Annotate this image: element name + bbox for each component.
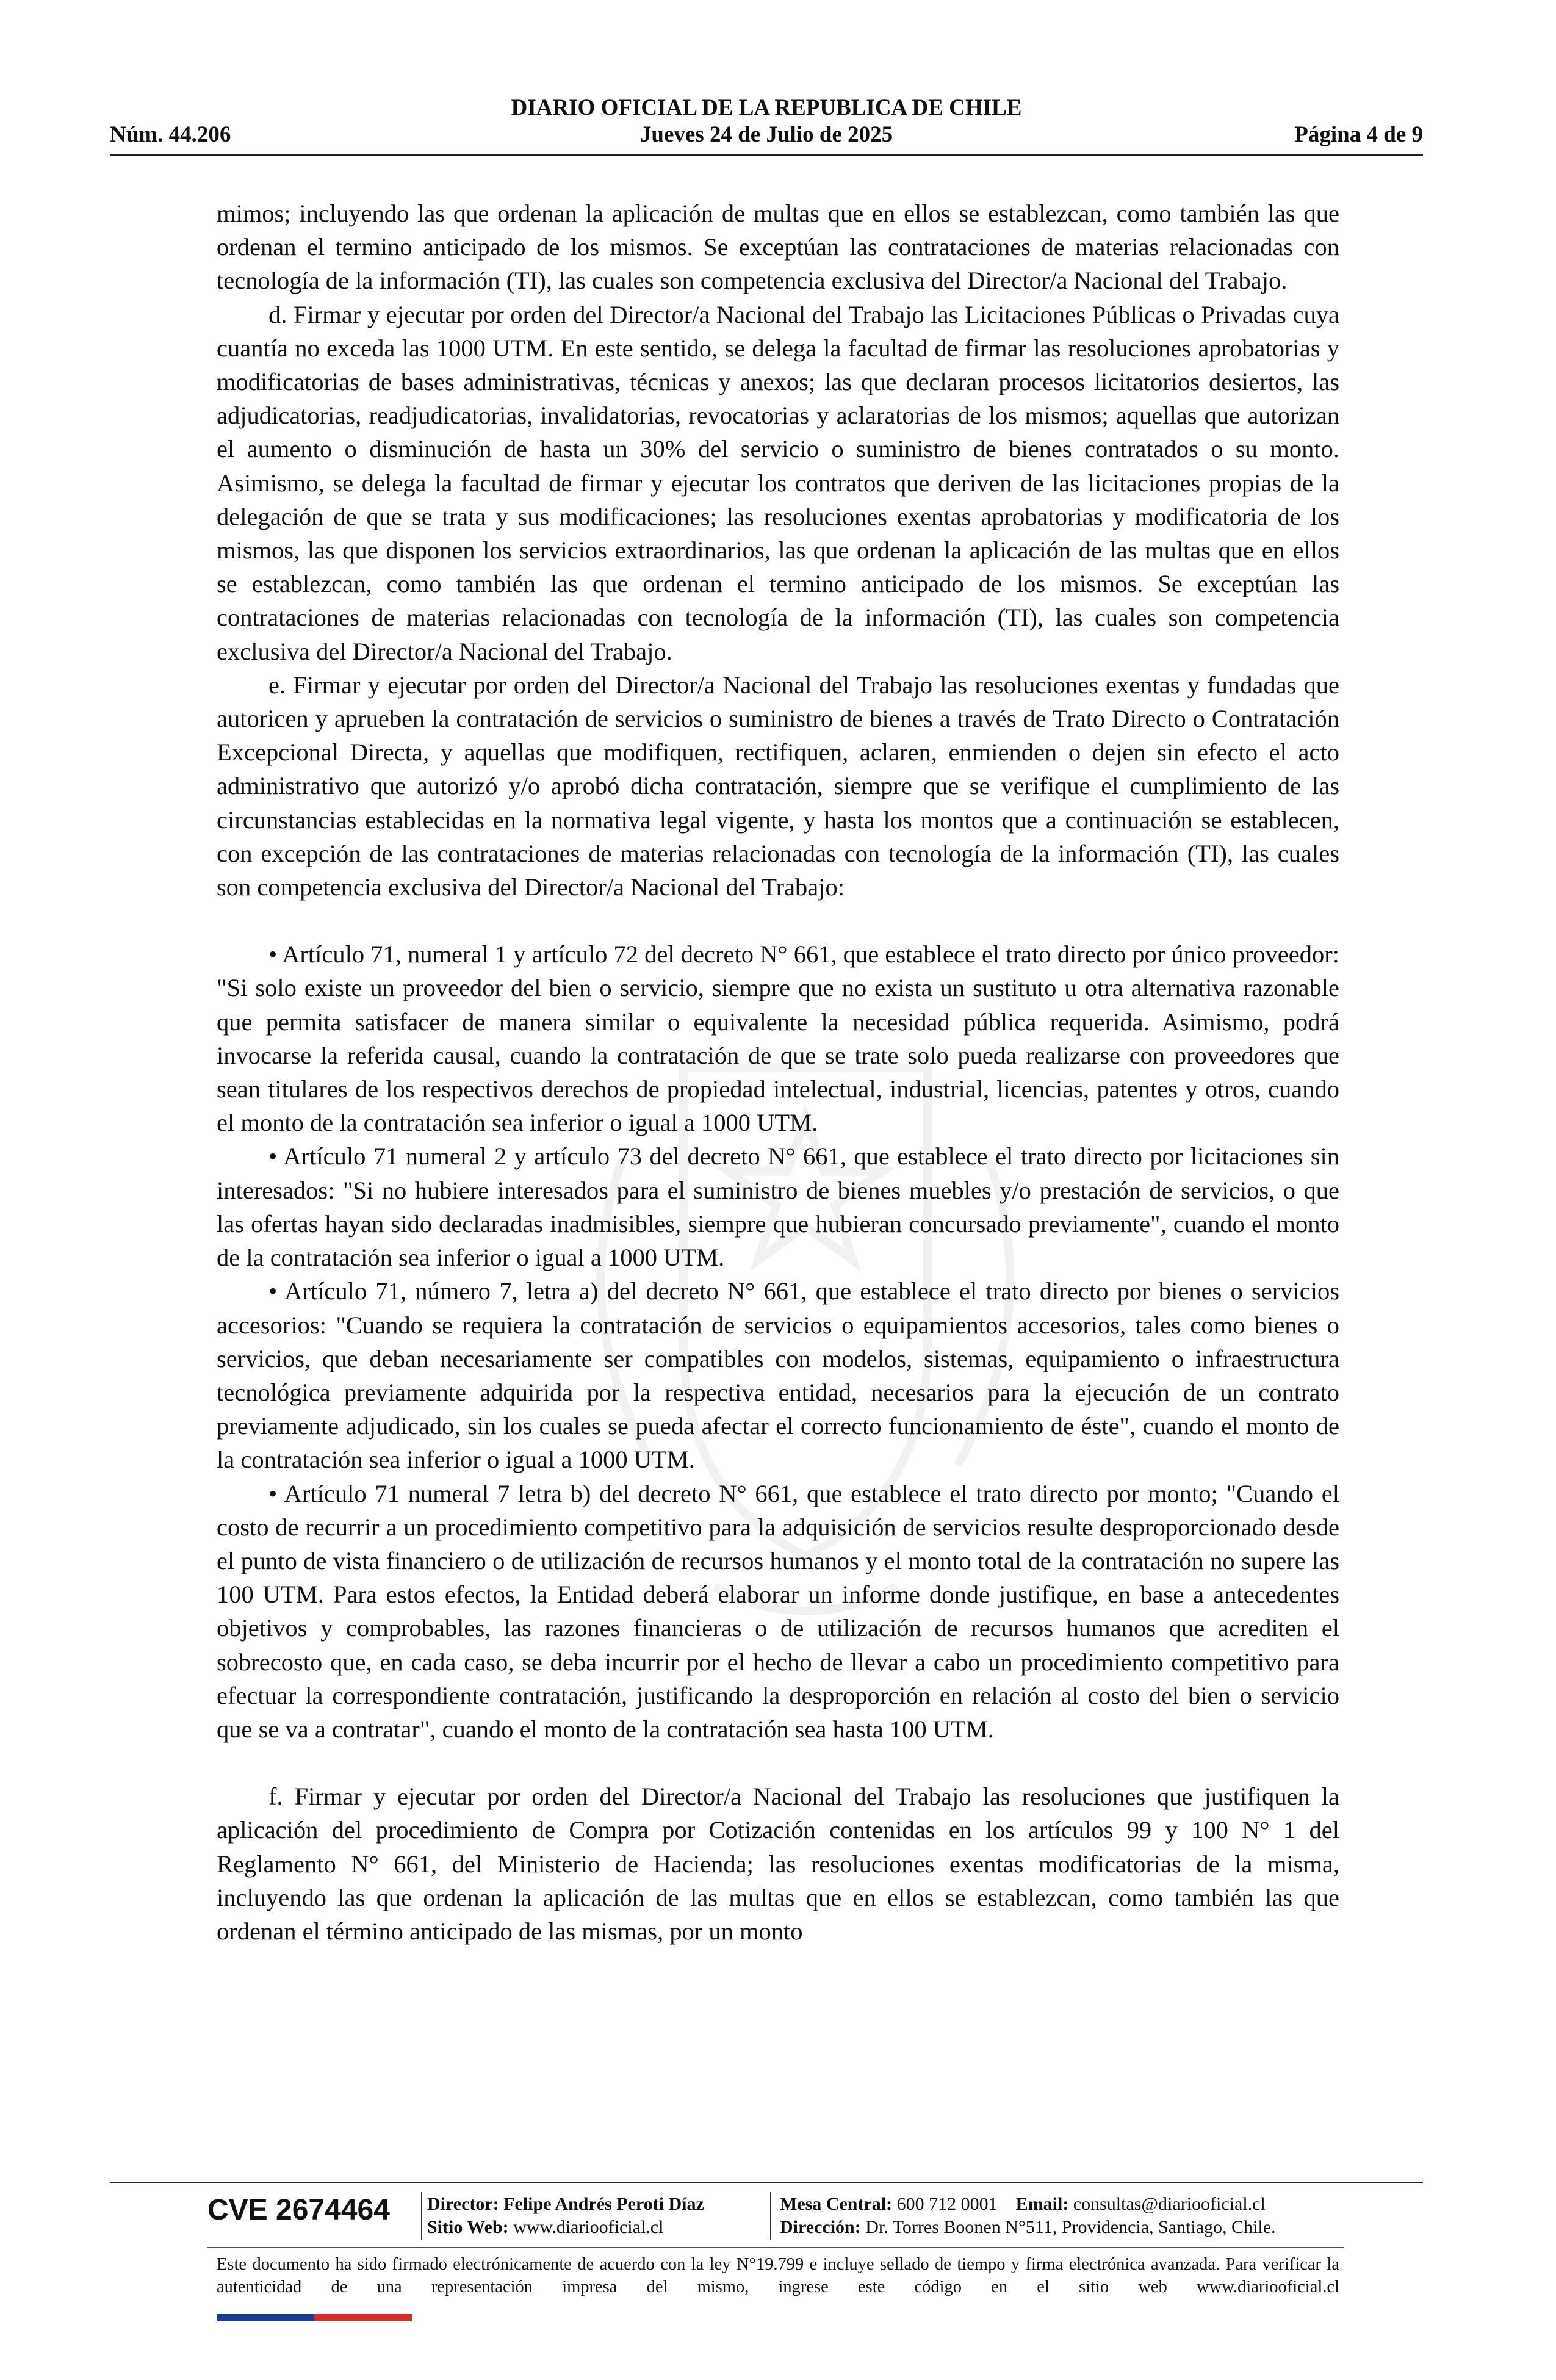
address-value: Dr. Torres Boonen N°511, Providencia, Santiago, Chile. — [865, 2217, 1276, 2237]
body-paragraph: • Artículo 71, numeral 1 y artículo 72 del decreto N° 661, que establece el trato directo por único proveedor: "Si solo existe un proveedor del bien o servicio, siempre que no exista un sustituto u otra alternativa razonable que permita satisfacer de manera similar o equivalente la necesidad pública requerida. Asimismo, podrá invocarse la referida causal, cuando la contratación de que se trate solo pueda realizarse con proveedores que sean titulares de los respectivos derechos de propiedad intelectual, industrial, licencias, patentes y otros, cuando el monto de la contratación sea inferior o igual a 1000 UTM. — [217, 940, 1339, 1137]
email-link[interactable]: consultas@diariooficial.cl — [1073, 2194, 1266, 2214]
cve-code: CVE 2674464 — [207, 2194, 390, 2226]
email-label: Email: — [1015, 2194, 1069, 2214]
body-paragraph: • Artículo 71 numeral 2 y artículo 73 del decreto N° 661, que establece el trato directo por licitaciones sin interesados: "Si no hubiere interesados para el suministro de bienes muebles y/o prestación de servicios, o que las ofertas hayan sido declaradas inadmisibles, siempre que hubieran concursado previamente", cuando el monto de la contratación sea inferior o igual a 1000 UTM. — [217, 1142, 1339, 1272]
body-paragraph: f. Firmar y ejecutar por orden del Director/a Nacional del Trabajo las resoluciones que justifiquen la aplicación del procedimiento de Compra por Cotización contenidas en los artículos 99 y 100 N° 1 del Reglamento N° 661, del Ministerio de Hacienda; las resoluciones exentas modificatorias de la misma, incluyendo las que ordenan la aplicación de las multas que en ellos se establezcan, como también las que ordenan el término anticipado de las mismas, por un monto — [217, 1783, 1339, 1945]
flag-color-bar — [217, 2314, 412, 2321]
page-number: Página 4 de 9 — [1294, 122, 1423, 147]
mesa-phone: 600 712 0001 — [896, 2194, 998, 2214]
body-paragraph: • Artículo 71, número 7, letra a) del decreto N° 661, que establece el trato directo por bienes o servicios accesorios: "Cuando se requiera la contratación de servicios o equipamientos accesorios, tales como bienes o servicios, que deban necesariamente ser compatibles con modelos, sistemas, equipamiento o infraestructura tecnológica previamente adquirida por la respectiva entidad, necesarios para la ejecución de un contrato previamente adjudicado, sin los cuales se pueda afectar el correcto funcionamiento de éste", cuando el monto de la contratación sea inferior o igual a 1000 UTM. — [217, 1277, 1339, 1474]
page-header — [110, 95, 1423, 150]
site-link[interactable]: www.diariooficial.cl — [513, 2217, 664, 2237]
header-divider — [110, 154, 1423, 156]
mesa-label: Mesa Central: — [780, 2194, 893, 2214]
body-paragraph: d. Firmar y ejecutar por orden del Director/a Nacional del Trabajo las Licitaciones Públicas o Privadas cuya cuantía no exceda las 1000 UTM. En este sentido, se delega la facultad de firmar las resoluciones aprobatorias y modificatorias de bases administrativas, técnicas y anexos; las que declaran procesos licitatorios desiertos, las adjudicatorias, readjudicatorias, invalidatorias, revocatorias y aclaratorias de los mismos; aquellas que autorizan el aumento o disminución de hasta un 30% del servicio o suministro de bienes contratados o su monto. Asimismo, se delega la facultad de firmar y ejecutar los contratos que deriven de las licitaciones propias de la delegación de que se trata y sus modificaciones; las resoluciones exentas aprobatorias y modificatoria de los mismos, las que disponen los servicios extraordinarios, las que ordenan la aplicación de las multas que en ellos se establezcan, como también las que ordenan el termino anticipado de los mismos. Se exceptúan las contrataciones de materias relacionadas con tecnología de la información (TI), las cuales son competencia exclusiva del Director/a Nacional del Trabajo. — [217, 300, 1339, 665]
footer-director-block — [427, 2193, 704, 2239]
body-paragraph: mimos; incluyendo las que ordenan la aplicación de multas que en ellos se establezcan, como también las que ordenan el termino anticipado de los mismos. Se exceptúan las contrataciones de materias relacionadas con tecnología de la información (TI), las cuales son competencia exclusiva del Director/a Nacional del Trabajo. — [217, 200, 1339, 295]
site-label: Sitio Web: — [427, 2217, 509, 2237]
body-paragraph: • Artículo 71 numeral 7 letra b) del decreto N° 661, que establece el trato directo por monto; "Cuando el costo de recurrir a un procedimiento competitivo para la adquisición de servicios resulte desproporcionado desde el punto de vista financiero o de utilización de recursos humanos y el monto total de la contratación no supere las 100 UTM. Para estos efectos, la Entidad deberá elaborar un informe donde justifique, en base a antecedentes objetivos y comprobables, las razones financieras o de utilización de recursos humanos que acrediten el sobrecosto que, en cada caso, se deba incurrir por el hecho de llevar a cabo un procedimiento competitivo para efectuar la correspondiente contratación, justificando la desproporción en relación al costo del bien o servicio que se va a contratar", cuando el monto de la contratación sea hasta 100 UTM. — [217, 1479, 1339, 1743]
flag-blue-segment — [217, 2314, 314, 2321]
document-body — [217, 197, 1339, 1948]
footer-divider-secondary — [207, 2247, 1344, 2248]
address-label: Dirección: — [780, 2217, 861, 2237]
body-paragraph: e. Firmar y ejecutar por orden del Director/a Nacional del Trabajo las resoluciones exentas y fundadas que autoricen y aprueben la contratación de servicios o suministro de bienes a través de Trato Directo o Contratación Excepcional Directa, y aquellas que modifiquen, rectifiquen, aclaren, enmienden o dejen sin efecto el acto administrativo que autorizó y/o aprobó dicha contratación, siempre que se verifique el cumplimiento de las circunstancias establecidas en la normativa legal vigente, y hasta los montos que a continuación se establecen, con excepción de las contrataciones de materias relacionadas con tecnología de la información (TI), las cuales son competencia exclusiva del Director/a Nacional del Trabajo: — [217, 671, 1339, 901]
director-name: Felipe Andrés Peroti Díaz — [503, 2194, 704, 2214]
signature-disclaimer: Este documento ha sido firmado electrónicamente de acuerdo con la ley N°19.799 e incluye sellado de tiempo y firma electrónica avanzada. Para verificar la autenticidad de una representación impresa del mismo, ingrese este código en el sitio web www.diariooficial.cl — [217, 2255, 1339, 2296]
footer-contact-block — [780, 2193, 1276, 2239]
director-label: Director: — [427, 2194, 499, 2214]
issue-number: Núm. 44.206 — [110, 122, 231, 147]
issue-date: Jueves 24 de Julio de 2025 — [639, 122, 893, 147]
footer-separator — [770, 2192, 771, 2240]
publication-title: DIARIO OFICIAL DE LA REPUBLICA DE CHILE — [511, 95, 1022, 120]
footer-divider — [110, 2182, 1423, 2183]
flag-red-segment — [314, 2314, 412, 2321]
footer-separator — [421, 2192, 422, 2240]
